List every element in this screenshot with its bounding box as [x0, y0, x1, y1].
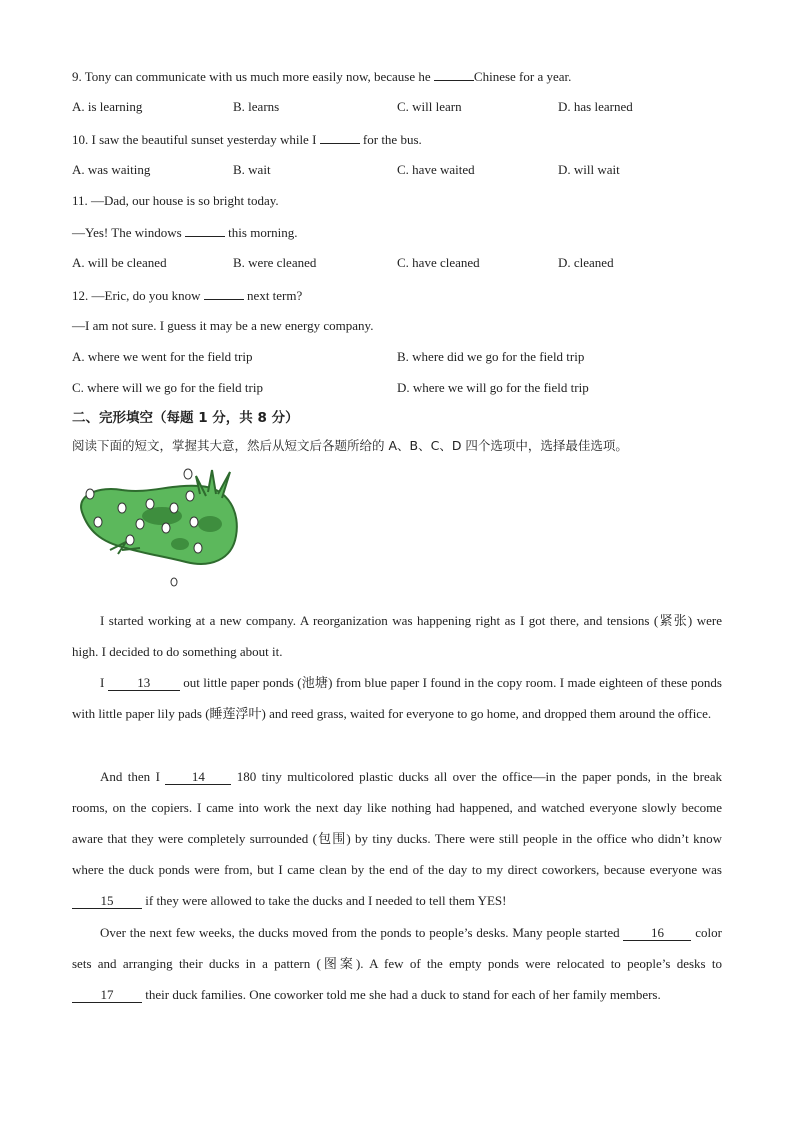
text-run: Over the next few weeks, the ducks moved from the ponds to people’s desks. Many people started: [100, 925, 624, 940]
paragraph-text: [72, 667, 722, 729]
answer-blank: [434, 68, 474, 81]
paragraph-text: [72, 917, 722, 1010]
answer-blank: [320, 131, 360, 144]
blank-13: 13: [108, 675, 180, 691]
text-run: And then I: [100, 769, 166, 784]
blank-16: 16: [623, 925, 691, 941]
text-run: I: [100, 675, 108, 690]
passage-paragraph-1: [72, 605, 722, 667]
q12-option-d: D. where we will go for the field trip: [397, 380, 589, 395]
blank-14: 14: [165, 769, 231, 785]
blank-15: 15: [72, 893, 142, 909]
q10-option-d: D. will wait: [558, 162, 620, 177]
q11-option-d: D. cleaned: [558, 255, 614, 270]
question-9: [72, 68, 571, 85]
q12-option-b: B. where did we go for the field trip: [397, 349, 585, 364]
answer-blank: [204, 287, 244, 300]
paragraph-text: I started working at a new company. A reorganization was happening right as I got there, and tensions (紧张) were high. I decided to do something about it.: [72, 613, 722, 659]
q11-stem-end: this morning.: [224, 225, 298, 240]
q9-stem: 9. Tony can communicate with us much more easily now, because he: [72, 69, 434, 84]
question-12: [72, 287, 302, 304]
q10-option-b: B. wait: [233, 162, 271, 177]
q12-stem-end: next term?: [243, 288, 303, 303]
q10-stem: 10. I saw the beautiful sunset yesterday while I: [72, 132, 320, 147]
passage-paragraph-3: [72, 761, 722, 916]
q11-stem: —Yes! The windows: [72, 225, 185, 240]
text-run: 180 tiny multicolored plastic ducks all over the office—in the paper ponds, in the break rooms, on the copiers. I came into work the next day like nothing had happened, and watched everyone slowly become aware that they were completely surrounded (包围) by tiny ducks. There were still people in the office who didn’t know where the duck ponds were from, but I came clean by the end of the day to my direct coworkers, because everyone was: [72, 769, 723, 877]
q12-stem: 12. —Eric, do you know: [72, 288, 204, 303]
question-10: [72, 131, 422, 148]
duck-pond-illustration: [70, 464, 250, 600]
text-run: color sets and arranging their ducks in a pattern (图案). A few of the empty ponds were relocated to people’s desks to: [72, 925, 722, 971]
q9-option-c: C. will learn: [397, 99, 462, 114]
q9-option-d: D. has learned: [558, 99, 633, 114]
q10-option-c: C. have waited: [397, 162, 475, 177]
q11-option-a: A. will be cleaned: [72, 255, 167, 270]
text-run: out little paper ponds (池塘) from blue paper I found in the copy room. I made eighteen of these ponds with little paper lily pads (睡莲浮叶) and reed grass, waited for everyone to go home, and dropped them around the office.: [72, 675, 722, 721]
answer-blank: [185, 224, 225, 237]
question-12-reply: —I am not sure. I guess it may be a new energy company.: [72, 318, 374, 333]
section-instruction: 阅读下面的短文，掌握其大意，然后从短文后各题所给的 A、B、C、D 四个选项中，选择最佳选项。: [72, 438, 628, 453]
section-title: 二、完形填空（每题 1 分，共 8 分）: [72, 410, 299, 426]
q10-option-a: A. was waiting: [72, 162, 151, 177]
question-11: 11. —Dad, our house is so bright today.: [72, 193, 279, 208]
q9-option-a: A. is learning: [72, 99, 143, 114]
q10-stem-end: for the bus.: [359, 132, 422, 147]
q12-option-c: C. where will we go for the field trip: [72, 380, 263, 395]
blank-17: 17: [72, 987, 142, 1003]
q11-option-b: B. were cleaned: [233, 255, 317, 270]
q9-option-b: B. learns: [233, 99, 280, 114]
passage-paragraph-2: [72, 667, 722, 729]
q9-stem-end: Chinese for a year.: [473, 69, 572, 84]
q12-option-a: A. where we went for the field trip: [72, 349, 253, 364]
text-run: their duck families. One coworker told me she had a duck to stand for each of her family members.: [142, 987, 661, 1002]
paragraph-text: [72, 761, 722, 916]
text-run: if they were allowed to take the ducks and I needed to tell them YES!: [142, 893, 507, 908]
question-11-reply: [72, 224, 298, 241]
passage-paragraph-4: [72, 917, 722, 1010]
q11-option-c: C. have cleaned: [397, 255, 480, 270]
